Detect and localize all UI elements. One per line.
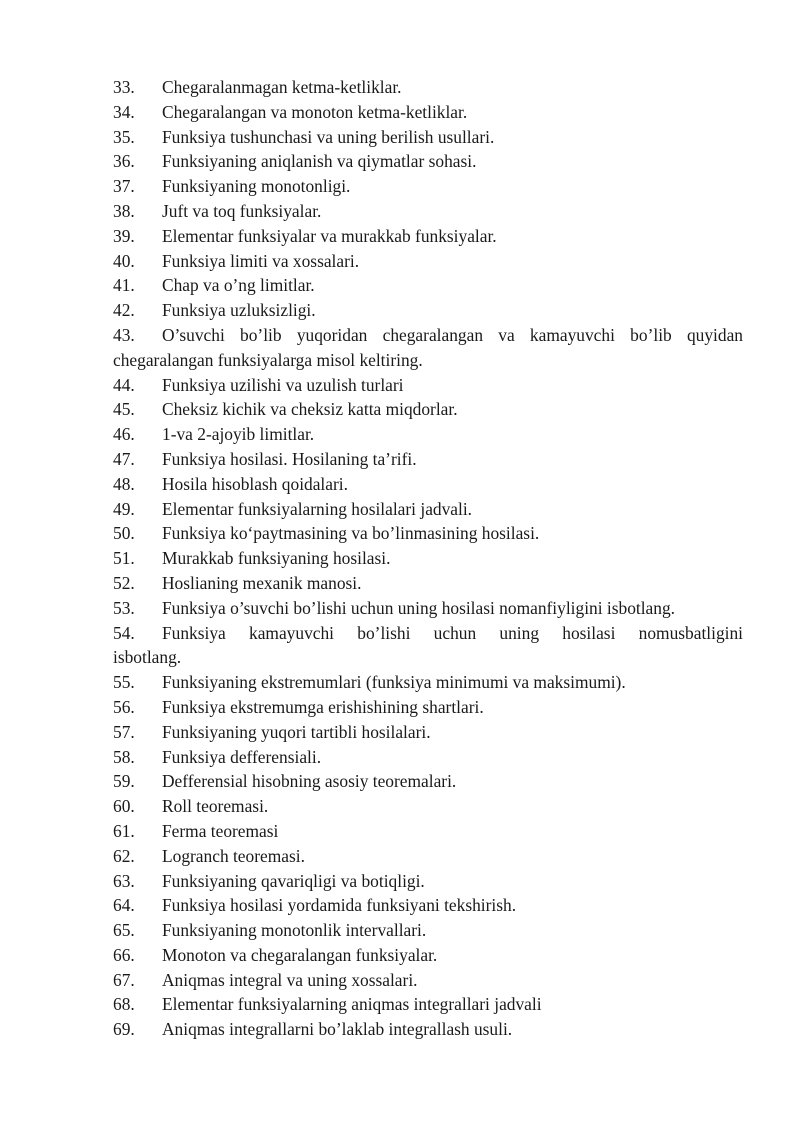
list-item (113, 397, 743, 422)
list-item-text: Funksiya hosilasi. Hosilaning ta’rifi. (162, 448, 417, 469)
list-item-number: 57. (113, 721, 135, 742)
list-item (113, 199, 743, 224)
list-item-text: Logranch teoremasi. (162, 845, 305, 866)
list-item-number: 35. (113, 126, 135, 147)
list-item-text: Funksiyaning qavariqligi va botiqligi. (162, 870, 425, 891)
list-item (113, 447, 743, 472)
list-item-text: Cheksiz kichik va cheksiz katta miqdorlar. (162, 399, 458, 420)
list-item-text: Hoslianing mexanik manosi. (162, 572, 362, 593)
list-item (113, 224, 743, 249)
list-item (113, 992, 743, 1017)
list-item (113, 472, 743, 497)
list-item (113, 769, 743, 794)
list-item-text: Aniqmas integral va uning xossalari. (162, 969, 418, 990)
list-item-number: 45. (113, 399, 135, 420)
list-item (113, 546, 743, 571)
list-item-number: 63. (113, 870, 135, 891)
list-item (113, 869, 743, 894)
list-item-text: Funksiyaning monotonligi. (162, 176, 351, 197)
list-item (113, 596, 743, 621)
list-item-number: 55. (113, 672, 135, 693)
list-item (113, 720, 743, 745)
list-item-text: Roll teoremasi. (162, 796, 269, 817)
list-item-text: Funksiya limiti va xossalari. (162, 250, 360, 271)
list-item (113, 249, 743, 274)
list-item-text: Hosila hisoblash qoidalari. (162, 473, 348, 494)
list-item-text: Elementar funksiyalarning hosilalari jadvali. (162, 498, 473, 519)
list-item-number: 59. (113, 771, 135, 792)
list-item-number: 68. (113, 994, 135, 1015)
list-item (113, 819, 743, 844)
list-item (113, 794, 743, 819)
list-item-number: 64. (113, 895, 135, 916)
list-item-text: Funksiya uzilishi va uzulish turlari (162, 374, 404, 395)
list-item-number: 46. (113, 424, 135, 445)
list-item-number: 66. (113, 944, 135, 965)
list-item-text: Funksiyaning monotonlik intervallari. (162, 920, 427, 941)
list-item-text: O’suvchi bo’lib yuqoridan chegaralangan va kamayuvchi bo’lib quyidan (162, 324, 743, 345)
list-item-number: 67. (113, 969, 135, 990)
list-item-text: Funksiya kamayuvchi bo’lishi uchun uning hosilasi nomusbatligini (162, 622, 743, 643)
list-item (113, 373, 743, 398)
list-item-number: 54. (113, 622, 135, 643)
list-item-number: 69. (113, 1019, 135, 1040)
list-item-continuation: isbotlang. (113, 647, 182, 668)
list-item-number: 65. (113, 920, 135, 941)
list-item (113, 943, 743, 968)
list-item-text: Funksiyaning ekstremumlari (funksiya minimumi va maksimumi). (162, 672, 626, 693)
list-item (113, 100, 743, 125)
list-item-text: Aniqmas integrallarni bo’laklab integrallash usuli. (162, 1019, 513, 1040)
list-item-text: Funksiya defferensiali. (162, 746, 322, 767)
list-item-text: Funksiyaning yuqori tartibli hosilalari. (162, 721, 431, 742)
list-item (113, 844, 743, 869)
list-item-text: Chap va o’ng limitlar. (162, 275, 315, 296)
list-item-text: Funksiya tushunchasi va uning berilish usullari. (162, 126, 495, 147)
list-item-text: Monoton va chegaralangan funksiyalar. (162, 944, 438, 965)
list-item-text: Juft va toq funksiyalar. (162, 200, 322, 221)
list-item (113, 75, 743, 100)
list-item (113, 621, 743, 671)
list-item-text: Defferensial hisobning asosiy teoremalari. (162, 771, 457, 792)
list-item-number: 51. (113, 548, 135, 569)
list-item-number: 56. (113, 696, 135, 717)
list-item (113, 670, 743, 695)
list-item-text: Funksiya uzluksizligi. (162, 300, 316, 321)
list-item-number: 49. (113, 498, 135, 519)
question-list (113, 75, 743, 1042)
list-item (113, 174, 743, 199)
list-item-first-line (113, 323, 743, 348)
list-item-first-line (113, 621, 743, 646)
list-item (113, 422, 743, 447)
list-item-number: 37. (113, 176, 135, 197)
list-item-number: 38. (113, 200, 135, 221)
list-item (113, 323, 743, 373)
list-item (113, 1017, 743, 1042)
list-item (113, 125, 743, 150)
list-item-text: Chegaralangan va monoton ketma-ketliklar. (162, 101, 468, 122)
list-item-number: 47. (113, 448, 135, 469)
list-item-text: Funksiyaning aniqlanish va qiymatlar sohasi. (162, 151, 477, 172)
list-item-continuation: chegaralangan funksiyalarga misol keltiring. (113, 349, 423, 370)
list-item (113, 918, 743, 943)
list-item-number: 60. (113, 796, 135, 817)
list-item-text: Ferma teoremasi (162, 820, 279, 841)
list-item-text: 1-va 2-ajoyib limitlar. (162, 424, 315, 445)
list-item-text: Funksiya o’suvchi bo’lishi uchun uning hosilasi nomanfiyligini isbotlang. (162, 597, 676, 618)
list-item-text: Funksiya hosilasi yordamida funksiyani tekshirish. (162, 895, 517, 916)
list-item-number: 40. (113, 250, 135, 271)
list-item-text: Chegaralanmagan ketma-ketliklar. (162, 77, 402, 97)
list-item-number: 61. (113, 820, 135, 841)
list-item (113, 695, 743, 720)
list-item (113, 521, 743, 546)
list-item (113, 273, 743, 298)
list-item-number: 52. (113, 572, 135, 593)
list-item (113, 298, 743, 323)
list-item-number: 53. (113, 597, 135, 618)
list-item (113, 745, 743, 770)
list-item (113, 497, 743, 522)
list-item-text: Elementar funksiyalar va murakkab funksiyalar. (162, 225, 497, 246)
list-item-number: 34. (113, 101, 135, 122)
list-item (113, 571, 743, 596)
list-item-number: 58. (113, 746, 135, 767)
list-item-number: 41. (113, 275, 135, 296)
list-item (113, 149, 743, 174)
list-item-text: Funksiya ekstremumga erishishining shartlari. (162, 696, 484, 717)
list-item (113, 968, 743, 993)
list-item-number: 42. (113, 300, 135, 321)
list-item-number: 44. (113, 374, 135, 395)
list-item-text: Murakkab funksiyaning hosilasi. (162, 548, 391, 569)
list-item-number: 39. (113, 225, 135, 246)
list-item-number: 36. (113, 151, 135, 172)
list-item-number: 33. (113, 77, 135, 97)
list-item (113, 893, 743, 918)
list-item-number: 48. (113, 473, 135, 494)
list-item-text: Elementar funksiyalarning aniqmas integrallari jadvali (162, 994, 542, 1015)
list-item-number: 62. (113, 845, 135, 866)
list-item-number: 43. (113, 324, 135, 345)
list-item-text: Funksiya ko‘paytmasining va bo’linmasining hosilasi. (162, 523, 540, 544)
list-item-number: 50. (113, 523, 135, 544)
